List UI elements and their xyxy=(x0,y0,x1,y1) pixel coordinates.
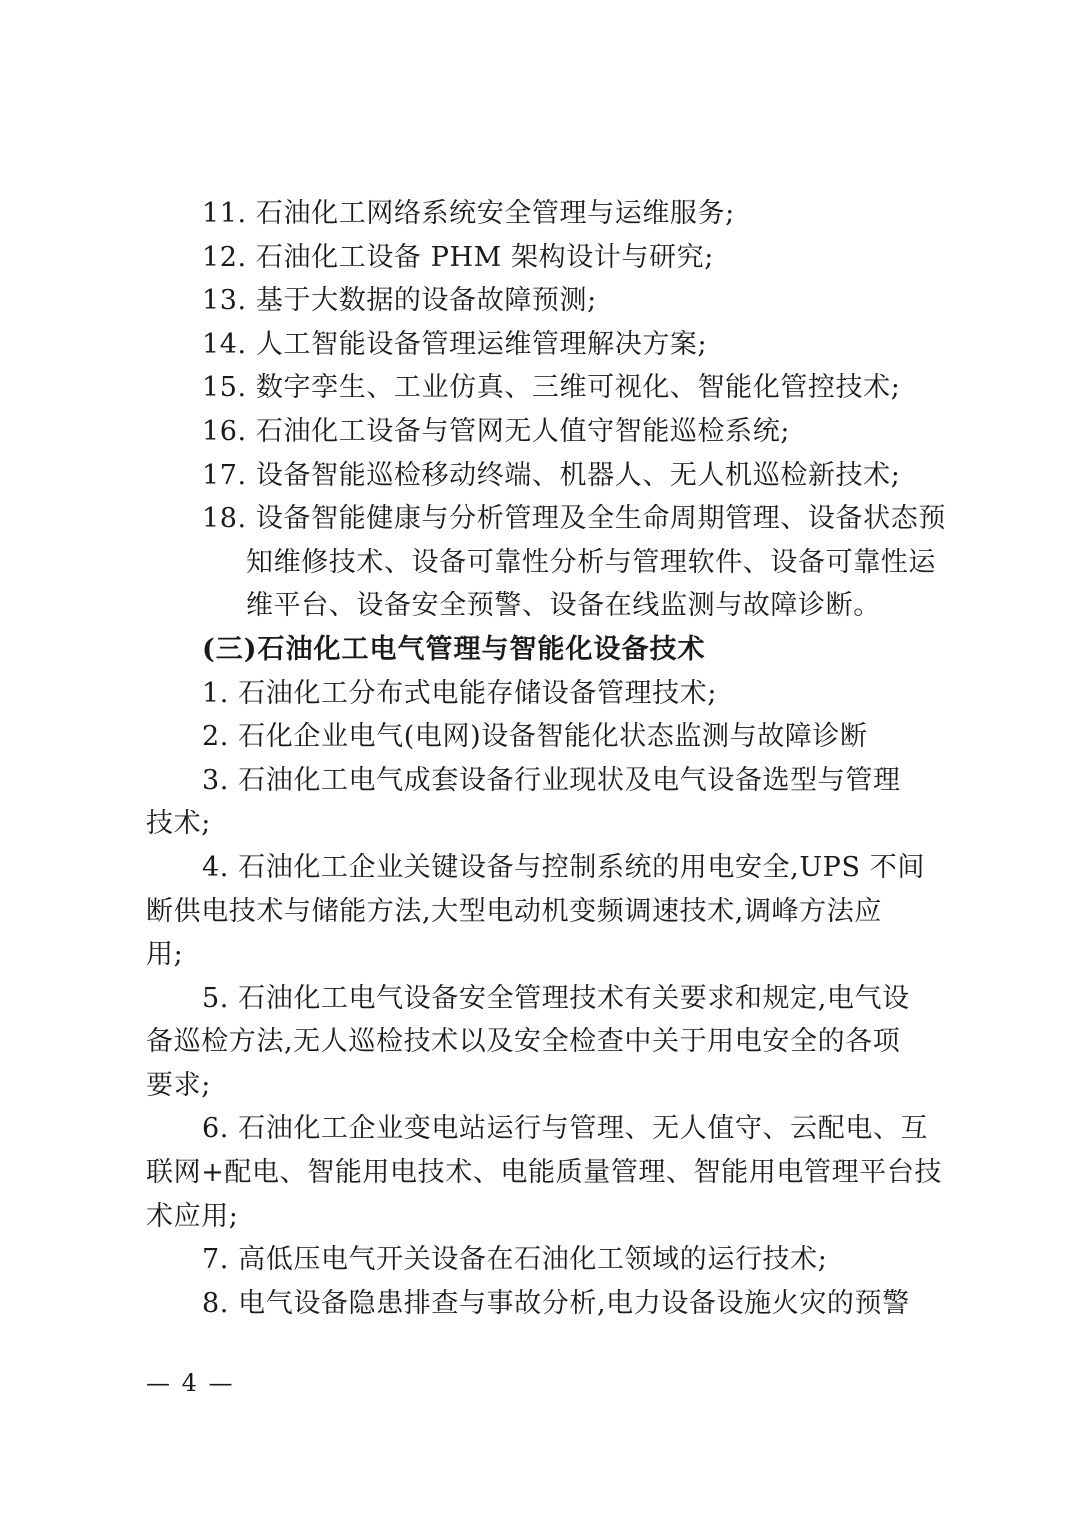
section-item-6-line-2: 联网+配电、智能用电技术、电能质量管理、智能用电管理平台技 xyxy=(146,1157,943,1189)
section-item-5-line-3: 要求; xyxy=(146,1069,211,1101)
list-item-13: 13. 基于大数据的设备故障预测; xyxy=(202,285,597,317)
section-item-8-line-1: 8. 电气设备隐患排查与事故分析,电力设备设施火灾的预警 xyxy=(202,1287,910,1319)
section-item-2: 2. 石化企业电气(电网)设备智能化状态监测与故障诊断 xyxy=(202,721,868,753)
section-item-4-line-2: 断供电技术与储能方法,大型电动机变频调速技术,调峰方法应 xyxy=(146,895,882,927)
list-item-18-line-3: 维平台、设备安全预警、设备在线监测与故障诊断。 xyxy=(246,590,881,622)
list-item-14: 14. 人工智能设备管理运维管理解决方案; xyxy=(202,328,708,360)
section-item-3-line-1: 3. 石油化工电气成套设备行业现状及电气设备选型与管理 xyxy=(202,764,901,796)
section-item-6-line-1: 6. 石油化工企业变电站运行与管理、无人值守、云配电、互 xyxy=(202,1113,929,1145)
page-number: — 4 — xyxy=(146,1369,235,1397)
list-item-11: 11. 石油化工网络系统安全管理与运维服务; xyxy=(202,198,735,229)
list-item-17: 17. 设备智能巡检移动终端、机器人、无人机巡检新技术; xyxy=(202,459,901,491)
section-heading: (三)石油化工电气管理与智能化设备技术 xyxy=(202,633,706,665)
list-item-18-line-1: 18. 设备智能健康与分析管理及全生命周期管理、设备状态预 xyxy=(202,503,946,535)
section-item-1: 1. 石油化工分布式电能存储设备管理技术; xyxy=(202,677,718,709)
section-item-5-line-2: 备巡检方法,无人巡检技术以及安全检查中关于用电安全的各项 xyxy=(146,1026,901,1058)
section-item-5-line-1: 5. 石油化工电气设备安全管理技术有关要求和规定,电气设 xyxy=(202,982,910,1014)
section-item-6-line-3: 术应用; xyxy=(146,1200,239,1232)
section-item-3-line-2: 技术; xyxy=(146,808,211,840)
section-item-4-line-1: 4. 石油化工企业关键设备与控制系统的用电安全,UPS 不间 xyxy=(202,851,925,883)
list-item-12: 12. 石油化工设备 PHM 架构设计与研究; xyxy=(202,241,714,273)
list-item-15: 15. 数字孪生、工业仿真、三维可视化、智能化管控技术; xyxy=(202,372,901,404)
document-body xyxy=(146,192,946,1325)
section-item-4-line-3: 用; xyxy=(146,939,184,971)
section-item-7: 7. 高低压电气开关设备在石油化工领域的运行技术; xyxy=(202,1244,828,1276)
list-item-16: 16. 石油化工设备与管网无人值守智能巡检系统; xyxy=(202,415,791,447)
list-item-18-line-2: 知维修技术、设备可靠性分析与管理软件、设备可靠性运 xyxy=(246,546,936,578)
